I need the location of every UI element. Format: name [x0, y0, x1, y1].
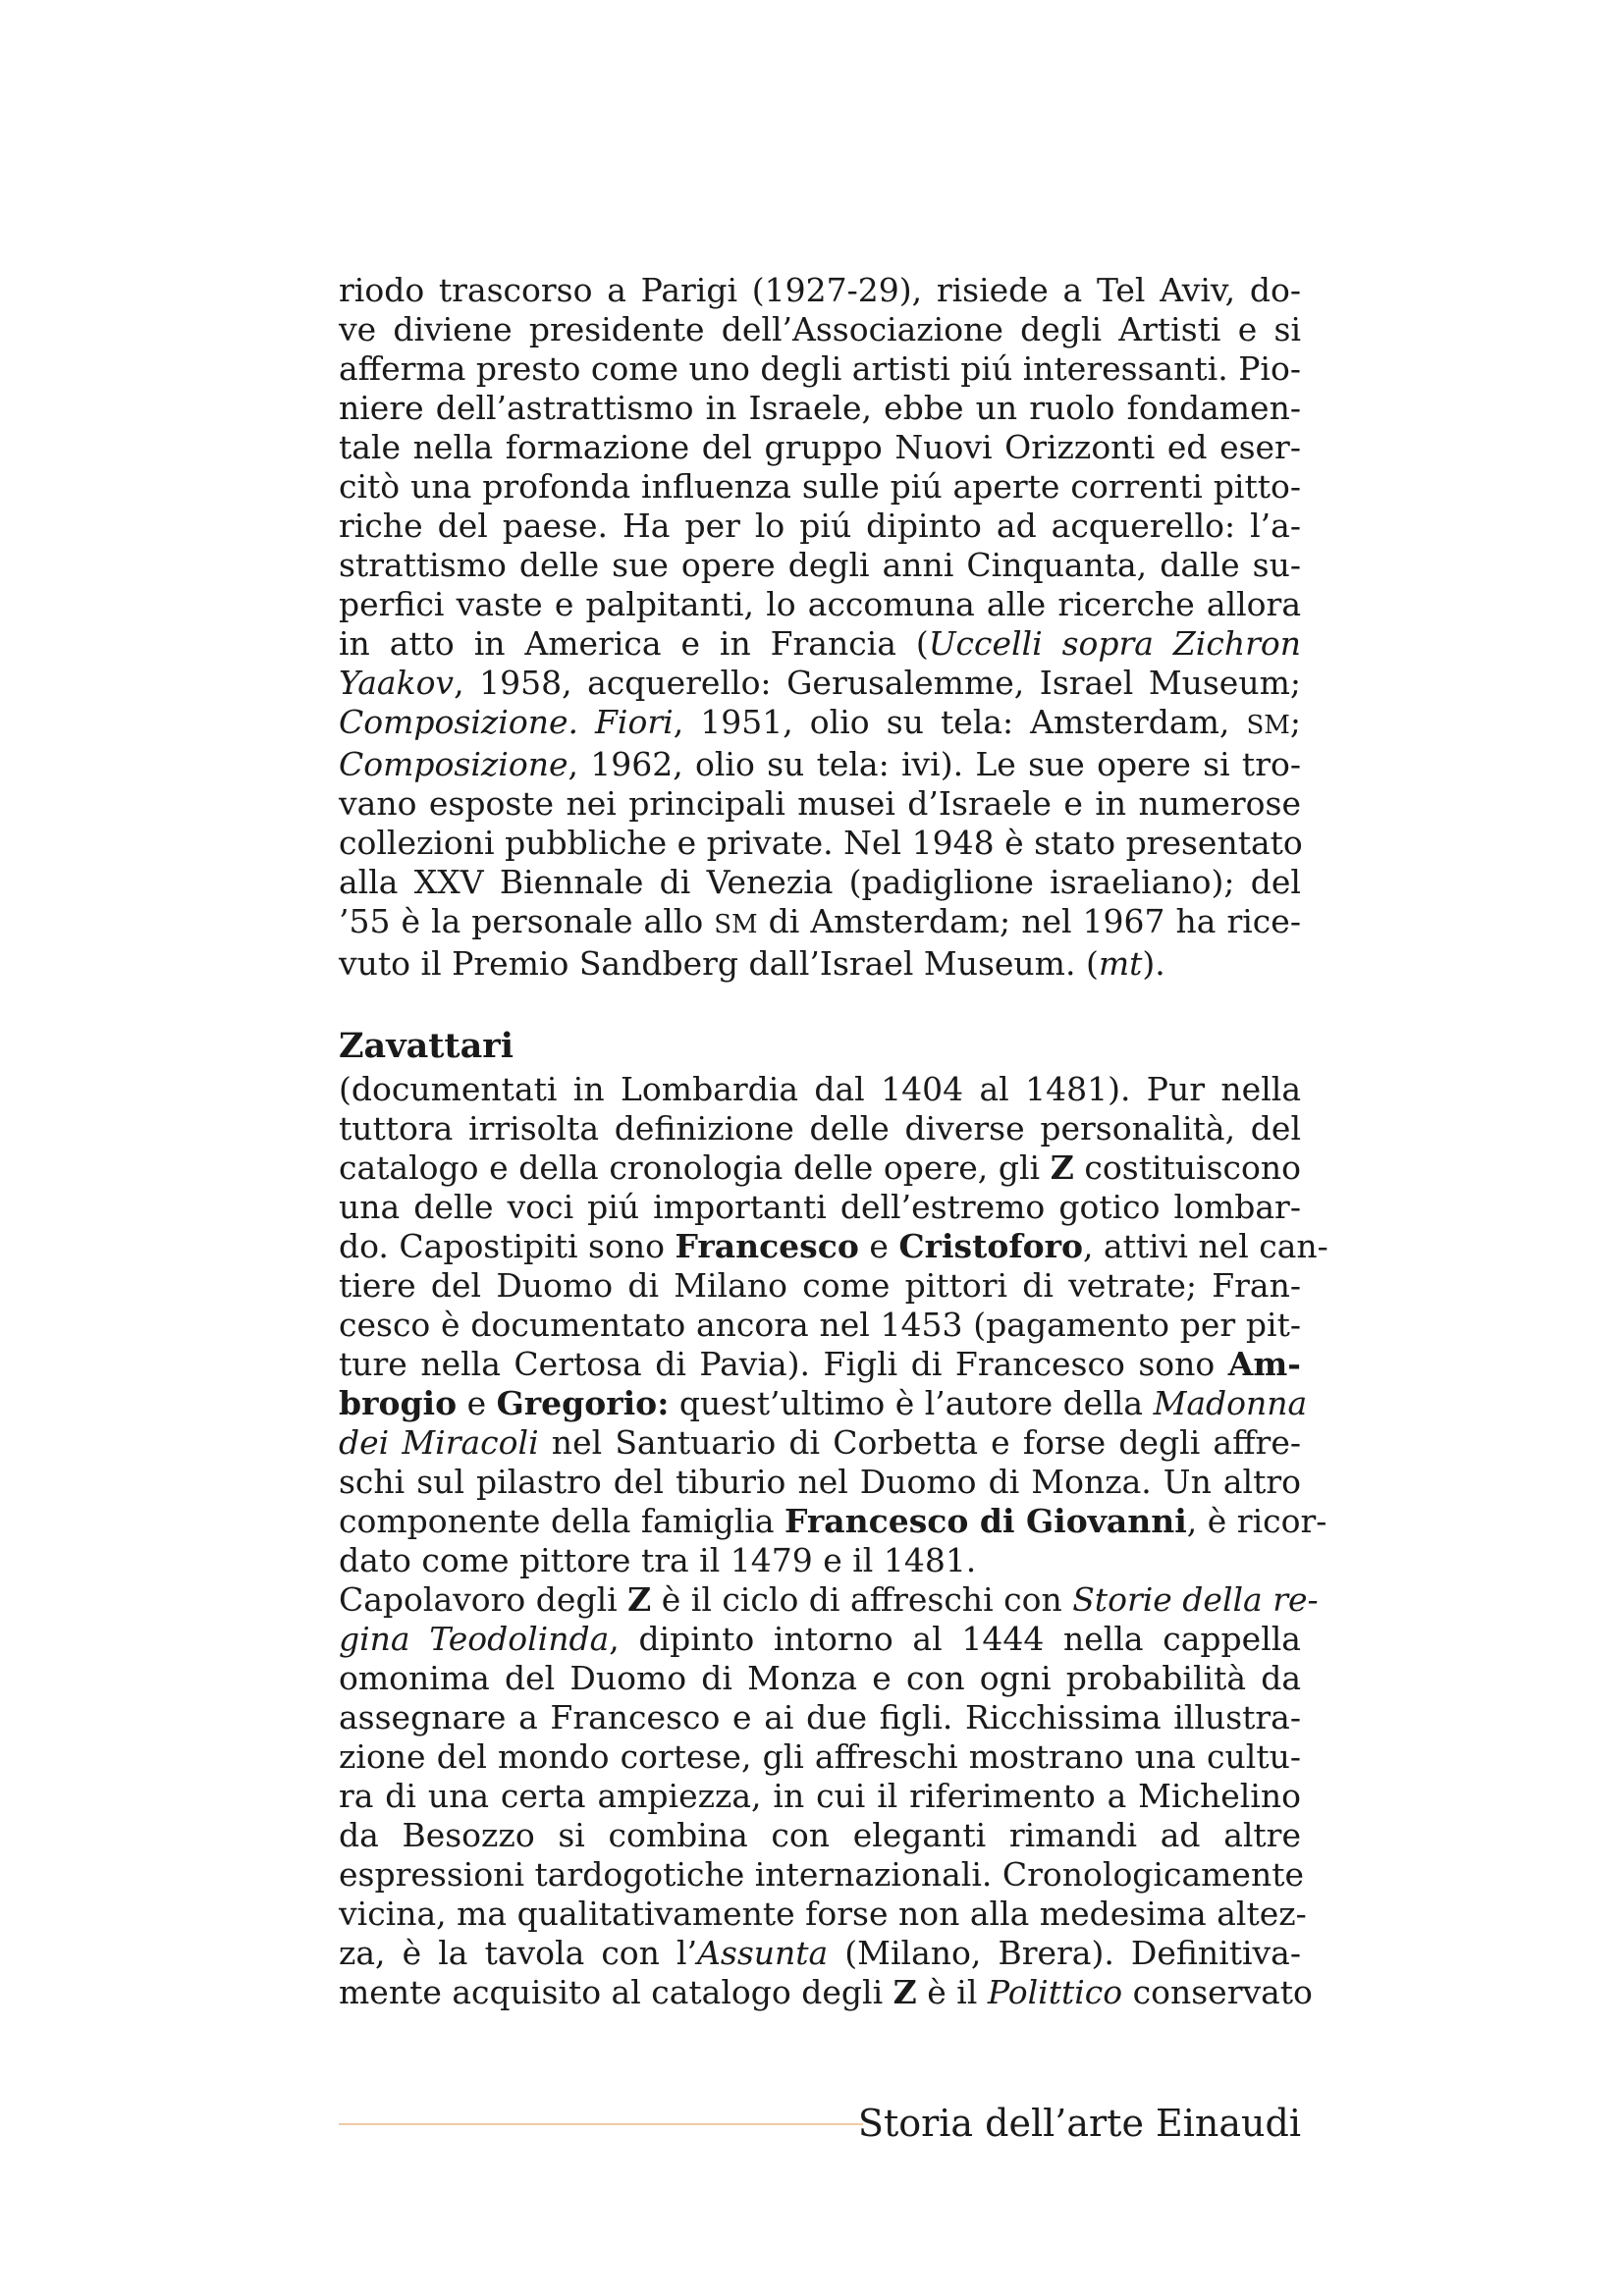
text-line — [339, 944, 1301, 984]
paragraph-2 — [339, 1070, 1328, 1580]
text-segment: riche del paese. Ha per lo piú dipinto ad acquerello: l’a- — [339, 507, 1301, 545]
text-segment: una delle voci piú importanti dell’estremo gotico lombar- — [339, 1188, 1301, 1226]
text-segment: componente della famiglia — [339, 1502, 785, 1540]
bold-name: Z — [893, 1973, 917, 2011]
small-caps-abbr: SM — [1246, 711, 1290, 740]
text-line — [339, 1188, 1301, 1227]
text-segment: ve diviene presidente dell’Associazione degli Artisti e si — [339, 310, 1301, 348]
text-line — [339, 1502, 1327, 1541]
text-line — [339, 1855, 1305, 1895]
text-segment: perfici vaste e palpitanti, lo accomuna alle ricerche allora — [339, 585, 1301, 623]
text-line — [339, 1345, 1301, 1384]
text-segment: catalogo e della cronologia delle opere, gli — [339, 1148, 1051, 1187]
text-line — [339, 1148, 1301, 1188]
bold-name: Z — [627, 1580, 652, 1619]
text-segment: tuttora irrisolta definizione delle diverse personalità, del — [339, 1109, 1301, 1148]
text-segment: , è ricor- — [1186, 1502, 1327, 1540]
italic-title: Composizione. Fiori — [339, 703, 674, 741]
text-column — [339, 271, 1328, 2012]
text-segment: e — [858, 1227, 899, 1265]
text-segment: in atto in America e in Francia ( — [339, 624, 929, 663]
text-line — [339, 664, 1301, 703]
bold-name: brogio — [339, 1384, 458, 1422]
text-line — [339, 310, 1301, 349]
text-segment: Capolavoro degli — [339, 1580, 628, 1619]
text-segment: (documentati in Lombardia dal 1404 al 1481). Pur nella — [339, 1070, 1301, 1108]
text-line — [339, 1384, 1308, 1423]
text-segment: ture nella Certosa di Pavia). Figli di Francesco sono — [339, 1345, 1228, 1383]
bold-name: Francesco di Giovanni — [784, 1502, 1187, 1540]
text-segment: omonima del Duomo di Monza e con ogni probabilità da — [339, 1659, 1301, 1697]
text-segment: ). — [1142, 944, 1165, 983]
text-segment: cesco è documentato ancora nel 1453 (pagamento per pit- — [339, 1306, 1301, 1344]
text-segment: vano esposte nei principali musei d’Israele e in numerose — [339, 784, 1301, 823]
text-line — [339, 585, 1301, 624]
text-line — [339, 745, 1301, 784]
text-line — [339, 1620, 1301, 1659]
text-line — [339, 1973, 1313, 2012]
text-line — [339, 1109, 1301, 1148]
text-line — [339, 1306, 1301, 1345]
text-segment: conservato — [1122, 1973, 1313, 2011]
text-segment: za, è la tavola con l’ — [339, 1934, 698, 1972]
text-segment: da Besozzo si combina con eleganti rimandi ad altre — [339, 1816, 1301, 1854]
text-segment: riodo trascorso a Parigi (1927-29), risiede a Tel Aviv, do- — [339, 271, 1301, 309]
text-segment: dato come pittore tra il 1479 e il 1481. — [339, 1541, 977, 1579]
bold-name: Z — [1050, 1148, 1074, 1187]
text-line — [339, 1266, 1301, 1306]
text-line — [339, 428, 1301, 467]
text-segment: citò una profonda influenza sulle piú aperte correnti pitto- — [339, 467, 1301, 506]
text-segment: (Milano, Brera). Definitiva- — [828, 1934, 1301, 1972]
text-segment: ’55 è la personale allo — [339, 902, 715, 940]
text-segment: vuto il Premio Sandberg dall’Israel Museum. ( — [339, 944, 1099, 983]
text-segment: tiere del Duomo di Milano come pittori di vetrate; Fran- — [339, 1266, 1301, 1305]
text-segment: , dipinto intorno al 1444 nella cappella — [609, 1620, 1301, 1658]
italic-title: mt — [1098, 944, 1143, 983]
text-segment: vicina, ma qualitativamente forse non alla medesima altez- — [339, 1895, 1307, 1933]
text-segment: collezioni pubbliche e private. Nel 1948 è stato presentato — [339, 824, 1303, 862]
bold-name: Gregorio: — [496, 1384, 670, 1422]
text-segment: costituiscono — [1073, 1148, 1301, 1187]
text-segment: quest’ultimo è l’autore della — [669, 1384, 1154, 1422]
text-segment: , 1962, olio su tela: ivi). Le sue opere si tro- — [568, 745, 1301, 783]
text-segment: schi sul pilastro del tiburio nel Duomo di Monza. Un altro — [339, 1463, 1301, 1501]
italic-title: Yaakov — [339, 664, 455, 702]
text-line — [339, 1463, 1301, 1502]
bold-name: Cristoforo — [898, 1227, 1083, 1265]
text-segment: nel Santuario di Corbetta e forse degli affre- — [538, 1423, 1301, 1462]
bold-name: Francesco — [675, 1227, 859, 1265]
text-line — [339, 1580, 1319, 1620]
text-segment: do. Capostipiti sono — [339, 1227, 676, 1265]
text-line — [339, 784, 1301, 824]
text-line — [339, 1659, 1301, 1698]
text-segment: afferma presto come uno degli artisti piú interessanti. Pio- — [339, 349, 1301, 388]
text-line — [339, 1423, 1301, 1463]
text-line — [339, 1541, 1301, 1580]
text-line — [339, 1934, 1301, 1973]
text-line — [339, 824, 1301, 863]
text-segment: ra di una certa ampiezza, in cui il riferimento a Michelino — [339, 1777, 1301, 1815]
italic-title: Madonna — [1153, 1384, 1308, 1422]
text-segment: , 1958, acquerello: Gerusalemme, Israel Museum; — [454, 664, 1301, 702]
text-line — [339, 1895, 1307, 1934]
text-segment: , 1951, olio su tela: Amsterdam, — [673, 703, 1247, 741]
text-line — [339, 1777, 1301, 1816]
text-line — [339, 1816, 1301, 1855]
text-line — [339, 546, 1301, 585]
text-segment: assegnare a Francesco e ai due figli. Ricchissima illustra- — [339, 1698, 1301, 1736]
text-line — [339, 507, 1301, 546]
text-segment: è il — [916, 1973, 988, 2011]
italic-title: Composizione — [339, 745, 568, 783]
paragraph-1 — [339, 271, 1301, 984]
text-segment: è il ciclo di affreschi con — [651, 1580, 1073, 1619]
text-segment: di Amsterdam; nel 1967 ha rice- — [757, 902, 1301, 940]
text-line — [339, 902, 1301, 944]
text-line — [339, 467, 1301, 507]
bold-name: Am- — [1227, 1345, 1301, 1383]
text-line — [339, 271, 1301, 310]
text-segment: ; — [1289, 703, 1301, 741]
paragraph-3 — [339, 1580, 1319, 2012]
text-line — [339, 624, 1301, 664]
italic-title: Assunta — [697, 1934, 829, 1972]
text-line — [339, 1698, 1301, 1737]
text-segment: niere dell’astrattismo in Israele, ebbe un ruolo fondamen- — [339, 389, 1301, 427]
text-line — [339, 349, 1301, 389]
footer-rule — [339, 2123, 863, 2125]
text-segment: espressioni tardogotiche internazionali. Cronologicamente — [339, 1855, 1305, 1894]
italic-title: Polittico — [987, 1973, 1123, 2011]
text-segment: zione del mondo cortese, gli affreschi mostrano una cultu- — [339, 1737, 1301, 1776]
text-segment: mente acquisito al catalogo degli — [339, 1973, 893, 2011]
text-line — [339, 1737, 1301, 1777]
text-line — [339, 863, 1301, 902]
text-line — [339, 1227, 1328, 1266]
italic-title: Uccelli sopra Zichron — [928, 624, 1301, 663]
text-segment: tale nella formazione del gruppo Nuovi Orizzonti ed eser- — [339, 428, 1301, 466]
italic-title: gina Teodolinda — [339, 1620, 610, 1658]
entry-title: Zavattari — [339, 1026, 514, 1066]
text-line — [339, 389, 1301, 428]
italic-title: dei Miracoli — [339, 1423, 539, 1462]
text-segment: strattismo delle sue opere degli anni Cinquanta, dalle su- — [339, 546, 1301, 584]
italic-title: Storie della re- — [1072, 1580, 1319, 1619]
small-caps-abbr: SM — [714, 910, 758, 939]
text-segment: , attivi nel can- — [1083, 1227, 1328, 1265]
text-line — [339, 703, 1301, 745]
text-segment: alla XXV Biennale di Venezia (padiglione israeliano); del — [339, 863, 1301, 901]
text-segment: e — [457, 1384, 497, 1422]
text-line — [339, 1070, 1301, 1109]
footer-title: Storia dell’arte Einaudi — [857, 2102, 1301, 2145]
